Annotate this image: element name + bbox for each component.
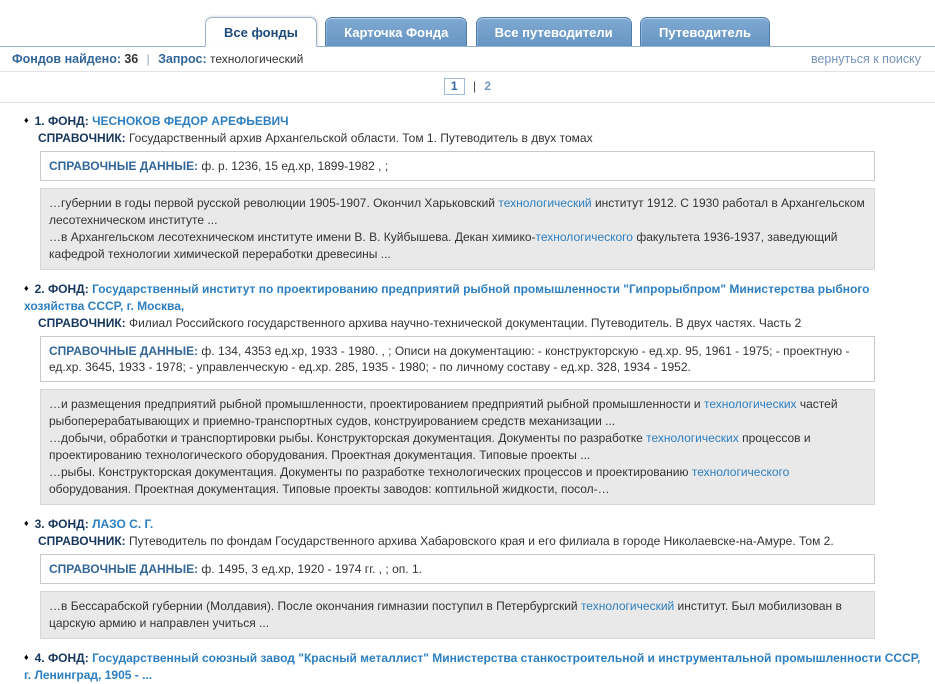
found-label: Фондов найдено: xyxy=(12,52,122,66)
excerpt-text: …рыбы. Конструкторская документация. Документы по разработке технологических процессов и проектированию xyxy=(49,465,692,479)
excerpt-line xyxy=(49,464,866,498)
guide-label: СПРАВОЧНИК: xyxy=(38,131,129,145)
fund-number: 1. xyxy=(34,114,48,128)
entry-row xyxy=(24,280,925,505)
diamond-bullet-icon: ♦ xyxy=(24,115,29,125)
reference-data-text: ф. 1495, 3 ед.хр, 1920 - 1974 гг. , ; оп. 1. xyxy=(201,562,422,576)
fund-header-line xyxy=(24,112,925,130)
fund-title-link[interactable]: Государственный союзный завод "Красный металлист" Министерства станкостроительной и инструментальной промышленности СССР, г. Ленинград, 1905 - ... xyxy=(24,651,921,682)
entry-row-truncated xyxy=(24,649,925,684)
fund-title-link[interactable]: Государственный институт по проектированию предприятий рыбной промышленности "Гипрорыбпром" Министерства рыбного хозяйства СССР, г. Москва, xyxy=(24,282,870,313)
excerpt-text: …и размещения предприятий рыбной промышленности, проектированием предприятий рыбной промышленности и xyxy=(49,397,704,411)
guide-line xyxy=(38,315,925,332)
excerpt-box xyxy=(40,188,875,270)
found-count: 36 xyxy=(124,52,139,66)
excerpt-line xyxy=(49,430,866,464)
reference-data-box xyxy=(40,151,875,181)
excerpt-box xyxy=(40,591,875,639)
results-header xyxy=(0,47,935,72)
tab-bar xyxy=(0,0,935,47)
guide-text: Государственный архив Архангельской области. Том 1. Путеводитель в двух томах xyxy=(128,131,593,145)
page-current[interactable]: 1 xyxy=(444,78,465,95)
reference-data-box xyxy=(40,336,875,382)
fund-number: 2. xyxy=(34,282,48,296)
fund-header-line xyxy=(24,515,925,533)
tab-all-funds[interactable]: Все фонды xyxy=(205,17,317,47)
results-summary xyxy=(12,52,303,66)
excerpt-text: факультета 1936-1937, заведующий кафедрой технологии химической переработки древесины ... xyxy=(49,230,838,261)
highlighted-term: технологического xyxy=(535,230,633,244)
header-separator: | xyxy=(146,52,150,66)
reference-data-text: ф. р. 1236, 15 ед.хр, 1899-1982 , ; xyxy=(201,159,389,173)
diamond-bullet-icon: ♦ xyxy=(24,518,29,528)
excerpt-box xyxy=(40,389,875,505)
reference-data-label: СПРАВОЧНЫЕ ДАННЫЕ: xyxy=(49,159,202,173)
pagination xyxy=(0,72,935,103)
excerpt-text: …губернии в годы первой русской революции 1905-1907. Окончил Харьковский xyxy=(49,196,499,210)
fund-label: ФОНД: xyxy=(47,651,93,665)
excerpt-text: …добычи, обработки и транспортировки рыбы. Конструкторская документация. Документы по разработке xyxy=(49,431,647,445)
reference-data-text: ф. 134, 4353 ед.хр, 1933 - 1980. , ; Описи на документацию: - конструкторскую - ед.хр. 95, 1961 - 1975; - проектную - ед.хр. 3645, 1933 - 1978; - управленческую - ед.хр. 285, 1935 - 1980; - по личному составу - ед.хр. 328, 1934 - 1952. xyxy=(49,344,850,374)
excerpt-line xyxy=(49,229,866,263)
diamond-bullet-icon: ♦ xyxy=(24,652,29,662)
back-to-search-link[interactable]: вернуться к поиску xyxy=(810,52,921,66)
fund-number: 3. xyxy=(34,517,48,531)
excerpt-text: …в Архангельском лесотехническом институте имени В. В. Куйбышева. Декан химико- xyxy=(49,230,536,244)
query-value: технологический xyxy=(209,52,304,66)
excerpt-line xyxy=(49,396,866,430)
fund-label: ФОНД: xyxy=(47,282,93,296)
fund-label: ФОНД: xyxy=(47,517,93,531)
reference-data-box xyxy=(40,554,875,584)
excerpt-line xyxy=(49,598,866,632)
fund-title-link[interactable]: ЛАЗО С. Г. xyxy=(92,517,154,531)
page-separator: | xyxy=(472,79,477,93)
guide-line xyxy=(38,130,925,147)
query-label: Запрос: xyxy=(158,52,207,66)
reference-data-label: СПРАВОЧНЫЕ ДАННЫЕ: xyxy=(49,344,202,358)
excerpt-text: институт 1912. С 1930 работал в Архангельском лесотехническом институте ... xyxy=(49,196,865,227)
results-list xyxy=(0,103,935,684)
excerpt-text: институт. Был мобилизован в царскую армию и направлен учиться ... xyxy=(49,599,842,630)
excerpt-text: …в Бессарабской губернии (Молдавия). После окончания гимназии поступил в Петербургский xyxy=(49,599,581,613)
entry-row xyxy=(24,112,925,270)
fund-label: ФОНД: xyxy=(47,114,93,128)
tab-guide[interactable]: Путеводитель xyxy=(640,17,770,46)
highlighted-term: технологический xyxy=(498,196,592,210)
guide-text: Путеводитель по фондам Государственного архива Хабаровского края и его филиала в городе Николаевске-на-Амуре. Том 2. xyxy=(128,534,834,548)
reference-data-label: СПРАВОЧНЫЕ ДАННЫЕ: xyxy=(49,562,202,576)
page-link-2[interactable]: 2 xyxy=(484,79,492,93)
guide-label: СПРАВОЧНИК: xyxy=(38,534,129,548)
tab-fund-card[interactable]: Карточка Фонда xyxy=(325,17,467,46)
excerpt-text: частей рыбоперерабатывающих и приемно-транспортных судов, конструированием средств механизации ... xyxy=(49,397,838,428)
guide-text: Филиал Российского государственного архива научно-технической документации. Путеводитель. В двух частях. Часть 2 xyxy=(128,316,802,330)
excerpt-text: процессов и проектированию технологического оборудования. Проектная документация. Типовые проекты ... xyxy=(49,431,811,462)
fund-header-line xyxy=(24,649,925,684)
fund-number: 4. xyxy=(34,651,48,665)
tab-all-guides[interactable]: Все путеводители xyxy=(476,17,632,46)
highlighted-term: технологического xyxy=(691,465,790,479)
highlighted-term: технологических xyxy=(646,431,739,445)
entry-row xyxy=(24,515,925,639)
highlighted-term: технологических xyxy=(703,397,797,411)
fund-title-link[interactable]: ЧЕСНОКОВ ФЕДОР АРЕФЬЕВИЧ xyxy=(92,114,289,128)
guide-label: СПРАВОЧНИК: xyxy=(38,316,129,330)
highlighted-term: технологический xyxy=(580,599,675,613)
excerpt-text: оборудования. Проектная документация. Типовые проекты заводов: коптильной жидкости, посол-… xyxy=(49,482,610,496)
fund-header-line xyxy=(24,280,925,315)
guide-line xyxy=(38,533,925,550)
excerpt-line xyxy=(49,195,866,229)
diamond-bullet-icon: ♦ xyxy=(24,283,29,293)
